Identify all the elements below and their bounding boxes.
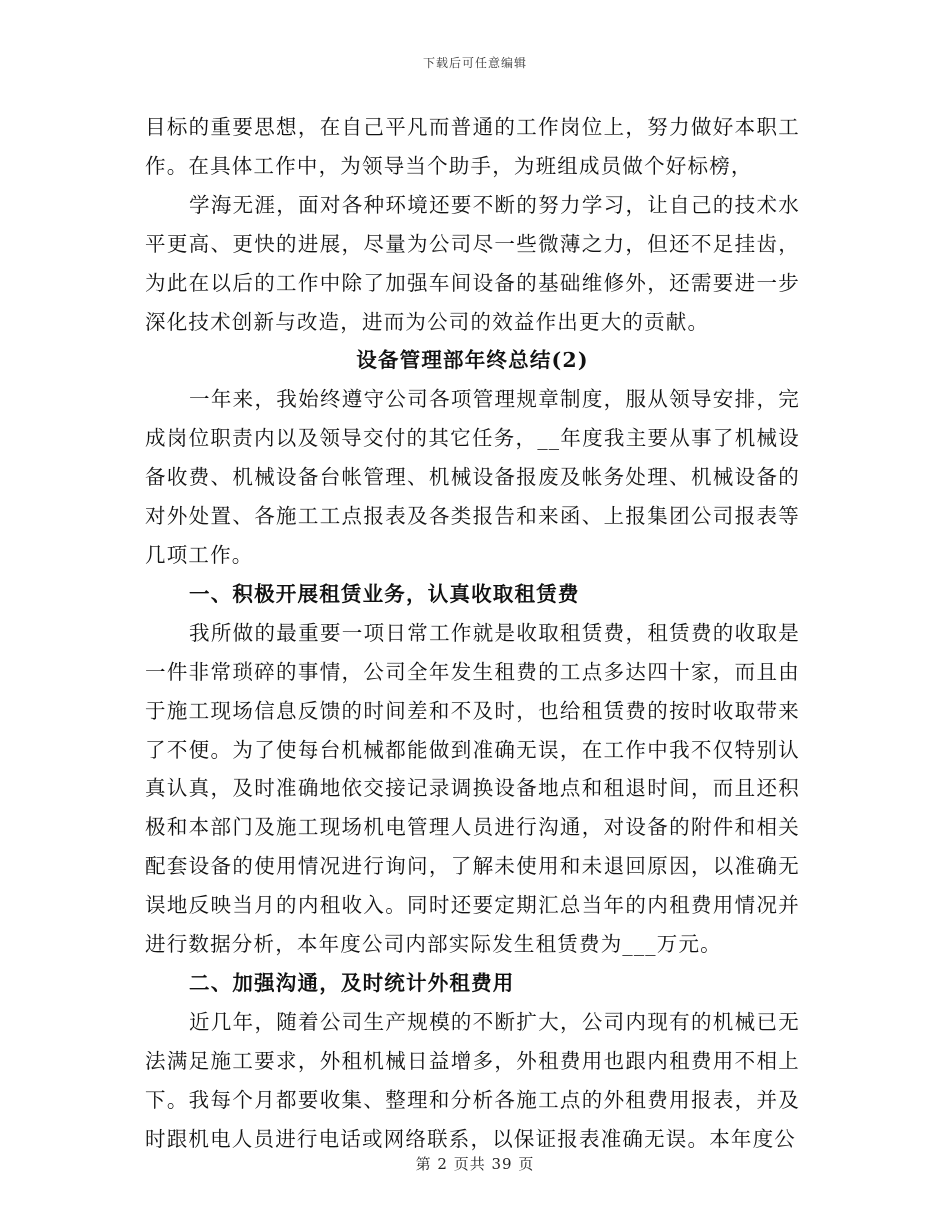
paragraph-external-fees: 近几年，随着公司生产规模的不断扩大，公司内现有的机械已无法满足施工要求，外租机械日益增多，外租费用也跟内租费用不相上下。我每个月都要收集、整理和分析各施工点的外租费用报表，并及时跟机电人员进行电话或网络联系，以保证报表准确无误。本年度公 [145,1009,800,1151]
paragraph-study: 学海无涯，面对各种环境还要不断的努力学习，让自己的技术水平更高、更快的进展，尽量为公司尽一些微薄之力，但还不足挂齿，为此在以后的工作中除了加强车间设备的基础维修外，还需要进一步深化技术创新与改造，进而为公司的效益作出更大的贡献。 [145,192,800,334]
heading-external-rental: 二、加强沟通，及时统计外租费用 [189,970,515,995]
section-title: 设备管理部年终总结(2) [356,348,589,373]
page-header: 下载后可任意编辑 [422,56,527,70]
paragraph-continued: 目标的重要思想，在自己平凡而普通的工作岗位上，努力做好本职工作。在具体工作中，为领导当个助手，为班组成员做个好标榜， [145,115,800,178]
document-body [145,108,800,1158]
paragraph-intro: 一年来，我始终遵守公司各项管理规章制度，服从领导安排，完成岗位职责内以及领导交付的其它任务，__年度我主要从事了机械设备收费、机械设备台帐管理、机械设备报废及帐务处理、机械设备的对外处置、各施工工点报表及各类报告和来函、上报集团公司报表等几项工作。 [145,387,800,567]
page-footer: 第 2 页共 39 页 [415,1155,535,1173]
heading-rental-business: 一、积极开展租赁业务，认真收取租赁费 [189,581,580,606]
paragraph-rental-fees: 我所做的最重要一项日常工作就是收取租赁费，租赁费的收取是一件非常琐碎的事情，公司全年发生租费的工点多达四十家，而且由于施工现场信息反馈的时间差和不及时，也给租赁费的按时收取带来了不便。为了使每台机械都能做到准确无误，在工作中我不仅特别认真认真，及时准确地依交接记录调换设备地点和租退时间，而且还积极和本部门及施工现场机电管理人员进行沟通，对设备的附件和相关配套设备的使用情况进行询问，了解未使用和未退回原因，以准确无误地反映当月的内租收入。同时还要定期汇总当年的内租费用情况并进行数据分析，本年度公司内部实际发生租赁费为___万元。 [145,620,800,957]
